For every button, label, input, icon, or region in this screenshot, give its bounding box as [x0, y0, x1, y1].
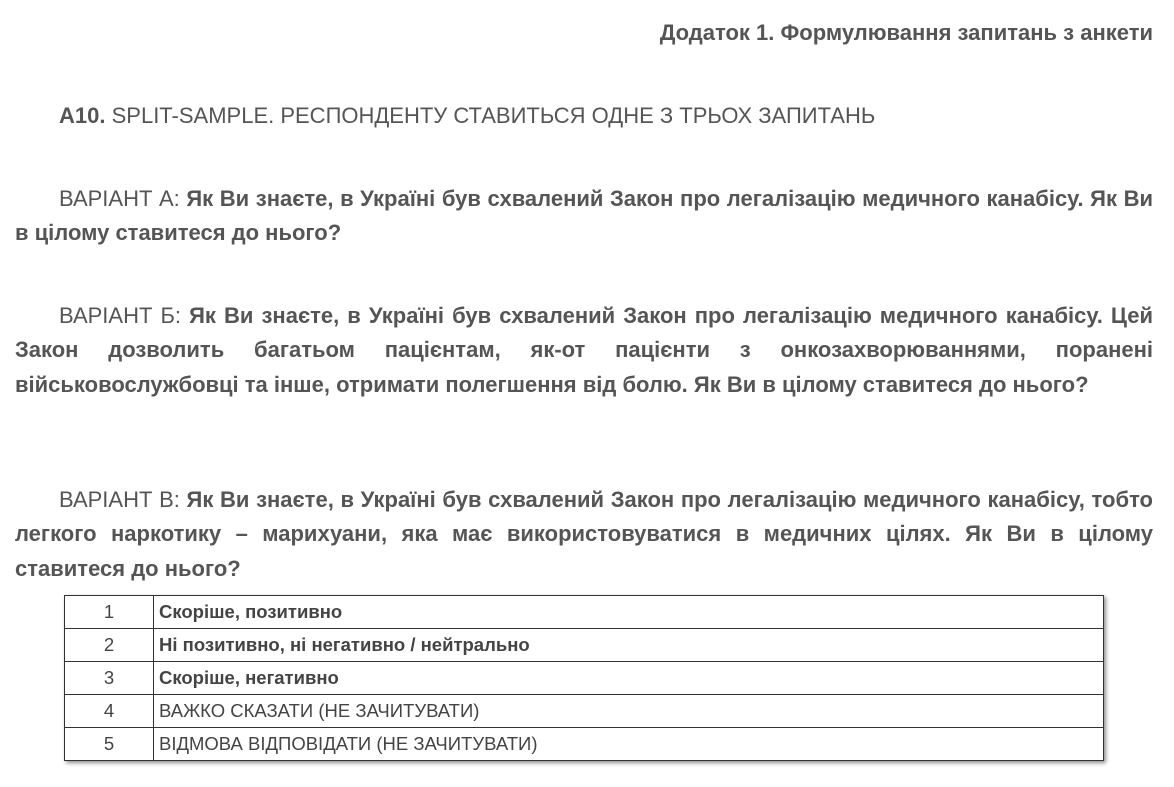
question-code: А10. [59, 103, 106, 128]
variant-c [15, 483, 1153, 586]
table-row [65, 629, 1104, 662]
question-instruction: SPLIT-SAMPLE. РЕСПОНДЕНТУ СТАВИТЬСЯ ОДНЕ З ТРЬОХ ЗАПИТАНЬ [111, 103, 876, 128]
variant-b-label: ВАРІАНТ Б: [59, 303, 190, 328]
answer-text: Ні позитивно, ні негативно / нейтрально [154, 629, 1104, 662]
table-row [65, 695, 1104, 728]
answer-options-table [64, 595, 1104, 761]
variant-a-label: ВАРІАНТ А: [59, 186, 187, 211]
answer-text: Скоріше, позитивно [154, 596, 1104, 629]
table-row [65, 728, 1104, 761]
answer-number: 5 [65, 728, 154, 761]
appendix-title: Додаток 1. Формулювання запитань з анкети [659, 20, 1153, 45]
variant-b-question: Як Ви знаєте, в Україні був схвалений Закон про легалізацію медичного канабісу. Цей Закон дозволить багатьом пацієнтам, як-от пацієнти з онкозахворюваннями, поранені військовослужбовці та інше, отримати полегшення від болю. Як Ви в цілому ставитеся до нього? [15, 303, 1153, 397]
table-row [65, 662, 1104, 695]
variant-b [15, 299, 1153, 402]
question-heading [59, 101, 875, 131]
answer-number: 3 [65, 662, 154, 695]
answer-text: ВІДМОВА ВІДПОВІДАТИ (НЕ ЗАЧИТУВАТИ) [154, 728, 1104, 761]
table-row [65, 596, 1104, 629]
variant-c-question: Як Ви знаєте, в Україні був схвалений Закон про легалізацію медичного канабісу, тобто легкого наркотику – марихуани, яка має використовуватися в медичних цілях. Як Ви в цілому ставитеся до нього? [15, 487, 1153, 581]
answer-number: 4 [65, 695, 154, 728]
variant-c-label: ВАРІАНТ В: [59, 487, 187, 512]
answer-number: 2 [65, 629, 154, 662]
variant-a-question: Як Ви знаєте, в Україні був схвалений Закон про легалізацію медичного канабісу. Як Ви в цілому ставитеся до нього? [15, 186, 1153, 246]
answer-text: ВАЖКО СКАЗАТИ (НЕ ЗАЧИТУВАТИ) [154, 695, 1104, 728]
answer-text: Скоріше, негативно [154, 662, 1104, 695]
variant-a [15, 182, 1153, 251]
answer-number: 1 [65, 596, 154, 629]
